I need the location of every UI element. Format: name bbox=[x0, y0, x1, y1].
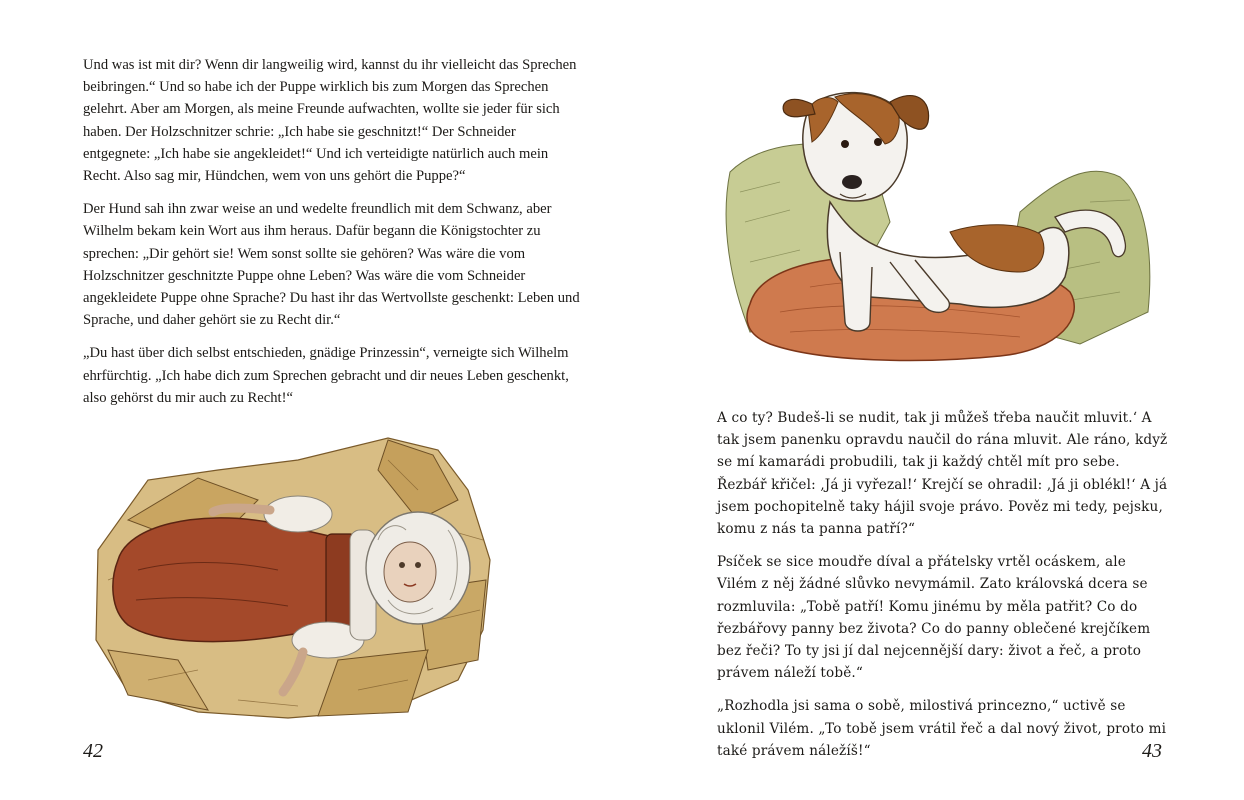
left-paragraph-1: Und was ist mit dir? Wenn dir langweilig wird, kannst du ihr vielleicht das Sprechen beibringen.“ Und so habe ich der Puppe wirklich bis zum Morgen das Sprechen gelehrt. Aber am Morgen, als meine Freunde aufwachten, wollte sie jeder für sich haben. Der Holzschnitzer schrie: „Ich habe sie geschnitzt!“ Der Schneider entgegnete: „Ich habe sie angekleidet!“ Und ich verteidigte natürlich auch mein Recht. Also sag mir, Hündchen, wem von uns gehört die Puppe?“ bbox=[83, 57, 577, 185]
left-paragraph-3: „Du hast über dich selbst entschieden, gnädige Prinzessin“, verneigte sich Wilhelm ehrfürchtig. „Ich habe dich zum Sprechen gebracht und dir neues Leben geschenkt, also gehörst du mir auch zu Recht!“ bbox=[83, 345, 569, 406]
right-page bbox=[622, 0, 1244, 800]
dog-on-cushion-icon bbox=[720, 82, 1156, 364]
doll-illustration bbox=[88, 430, 496, 720]
page-number-right: 43 bbox=[1142, 740, 1162, 762]
right-paragraph-2: Psíček se sice moudře díval a přátelsky vrtěl ocáskem, ale Vilém z něj žádné slůvko nevymámil. Zato královská dcera se rozmluvila: „Tobě patří! Komu jinému by měla patřit? Co do řezbářovy panny bez života? Co do panny oblečené krejčíkem bez řeči? To ty jsi jí dal nejcennější dary: život a řeč, a proto právem náleží tobě.“ bbox=[717, 554, 1151, 682]
doll-in-straw-icon bbox=[88, 430, 496, 720]
dog-illustration bbox=[720, 82, 1156, 364]
left-text-block bbox=[83, 54, 583, 420]
right-paragraph-1: A co ty? Budeš-li se nudit, tak ji můžeš třeba naučit mluvit.‘ A tak jsem panenku opravdu naučil do rána mluvit. Ale ráno, když se mí kamarádi probudili, tak ji každý chtěl mít pro sebe. Řezbář křičel: ‚Já ji vyřezal!‘ Krejčí se ohradil: ‚Já ji oblékl!‘ A já jsem pochopitelně taky hájil svoje právo. Pověz mi tedy, pejsku, komu z nás ta panna patří?“ bbox=[717, 410, 1168, 538]
right-text-block bbox=[717, 407, 1169, 773]
doll-head bbox=[366, 512, 470, 624]
right-paragraph-3: „Rozhodla jsi sama o sobě, milostivá princezno,“ uctivě se uklonil Vilém. „To tobě jsem vrátil řeč a dal nový život, proto mi také právem náležíš!“ bbox=[717, 698, 1167, 759]
page-number-left: 42 bbox=[83, 740, 103, 762]
left-paragraph-2: Der Hund sah ihn zwar weise an und wedelte freundlich mit dem Schwanz, aber Wilhelm bekam kein Wort aus ihm heraus. Dafür begann die Königstochter zu sprechen: „Dir gehört sie! Wem sonst sollte sie gehören? Was wäre die vom Holzschnitzer geschnitzte Puppe ohne Leben? Was wäre die vom Schneider angekleidete Puppe ohne Sprache? Du hast ihr das Wertvollste geschenkt: Leben und Sprache, und daher gehört sie zu Recht dir.“ bbox=[83, 201, 580, 329]
